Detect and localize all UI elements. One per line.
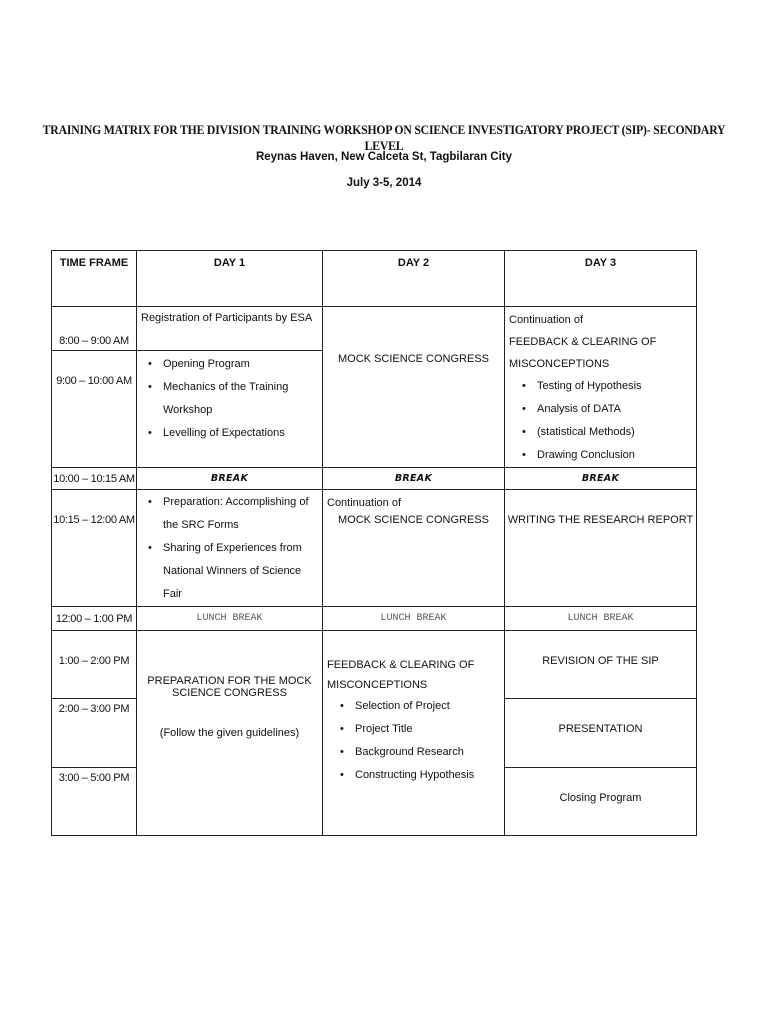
day2-late-morning-cell — [323, 490, 505, 607]
table-row — [52, 307, 697, 351]
day3-slot3-cell — [505, 768, 697, 836]
list-item: • Opening Program — [163, 353, 322, 376]
col-header-day-2: DAY 2 — [323, 251, 505, 307]
continuation-text: Continuation of — [509, 314, 583, 326]
date-line: July 3-5, 2014 — [346, 177, 422, 189]
list-item: • Background Research — [355, 741, 504, 764]
col-header-day-1: DAY 1 — [137, 251, 323, 307]
time-cell: 10:00 – 10:15 AM — [52, 468, 137, 490]
time-cell: 1:00 – 2:00 PM — [52, 631, 137, 699]
list-item: • Constructing Hypothesis — [355, 764, 504, 787]
list-item: • Sharing of Experiences from National Winners of Science Fair — [163, 537, 322, 606]
table-row — [52, 490, 697, 607]
col-header-time-frame: TIME FRAME — [52, 251, 137, 307]
preparation-title: PREPARATION FOR THE MOCK SCIENCE CONGRESS — [147, 675, 312, 699]
list-item: • Drawing Conclusion — [537, 444, 696, 467]
time-cell: 12:00 – 1:00 PM — [52, 607, 137, 631]
lunch-break-label: LUNCH BREAK — [505, 607, 697, 631]
col-header-day-3: DAY 3 — [505, 251, 697, 307]
day3-late-morning-cell — [505, 490, 697, 607]
table-row — [52, 468, 697, 490]
closing-program-text: Closing Program — [559, 792, 642, 804]
lunch-break-label: LUNCH BREAK — [323, 607, 505, 631]
day1-afternoon-cell — [137, 631, 323, 836]
table-row — [52, 607, 697, 631]
continuation-text: Continuation of — [327, 497, 401, 509]
feedback-title: FEEDBACK & CLEARING OF MISCONCEPTIONS — [509, 336, 657, 370]
list-item: • Testing of Hypothesis — [537, 375, 696, 398]
time-cell: 8:00 – 9:00 AM — [52, 307, 137, 351]
day2-afternoon-cell — [323, 631, 505, 836]
lunch-break-label: LUNCH BREAK — [137, 607, 323, 631]
document-title: TRAINING MATRIX FOR THE DIVISION TRAINING WORKSHOP ON SCIENCE INVESTIGATORY PROJECT (SIP)- SECONDARY LEVEL — [42, 122, 726, 153]
list-item: • Levelling of Expectations — [163, 422, 322, 445]
day2-afternoon-list — [323, 695, 504, 787]
writing-report-text: WRITING THE RESEARCH REPORT — [507, 514, 694, 526]
revision-text: REVISION OF THE SIP — [542, 655, 659, 667]
day1-opening-cell — [137, 351, 323, 468]
time-cell: 3:00 – 5:00 PM — [52, 768, 137, 836]
feedback-title: FEEDBACK & CLEARING OF MISCONCEPTIONS — [327, 659, 475, 691]
list-item: • Selection of Project — [355, 695, 504, 718]
break-label: BREAK — [137, 468, 323, 490]
list-item: • Mechanics of the Training Workshop — [163, 376, 322, 422]
day2-morning-cell — [323, 307, 505, 468]
day1-late-morning-list — [137, 490, 322, 606]
day3-slot2-cell — [505, 699, 697, 768]
time-cell: 2:00 – 3:00 PM — [52, 699, 137, 768]
guidelines-note: (Follow the given guidelines) — [159, 727, 300, 739]
table-row — [52, 631, 697, 699]
break-label: BREAK — [323, 468, 505, 490]
presentation-text: PRESENTATION — [558, 723, 643, 735]
list-item: • Analysis of DATA — [537, 398, 696, 421]
day3-morning-list — [505, 375, 696, 467]
registration-text: Registration of Participants by ESA — [141, 312, 313, 324]
day1-registration-cell — [137, 307, 323, 351]
list-item: • Project Title — [355, 718, 504, 741]
mock-science-congress-text: MOCK SCIENCE CONGRESS — [338, 514, 489, 526]
day3-morning-cell — [505, 307, 697, 468]
day3-slot1-cell — [505, 631, 697, 699]
list-item: • Preparation: Accomplishing of the SRC Forms — [163, 491, 322, 537]
time-cell: 10:15 – 12:00 AM — [52, 490, 137, 607]
training-matrix-table — [51, 250, 697, 836]
mock-science-congress-text: MOCK SCIENCE CONGRESS — [338, 353, 489, 365]
day1-late-morning-cell — [137, 490, 323, 607]
venue-line: Reynas Haven, New Calceta St, Tagbilaran City — [255, 151, 513, 163]
day1-morning-list — [137, 351, 322, 445]
break-label: BREAK — [505, 468, 697, 490]
statistical-methods-note: • (statistical Methods) — [537, 421, 696, 444]
header-row — [52, 251, 697, 307]
time-cell: 9:00 – 10:00 AM — [52, 351, 137, 468]
